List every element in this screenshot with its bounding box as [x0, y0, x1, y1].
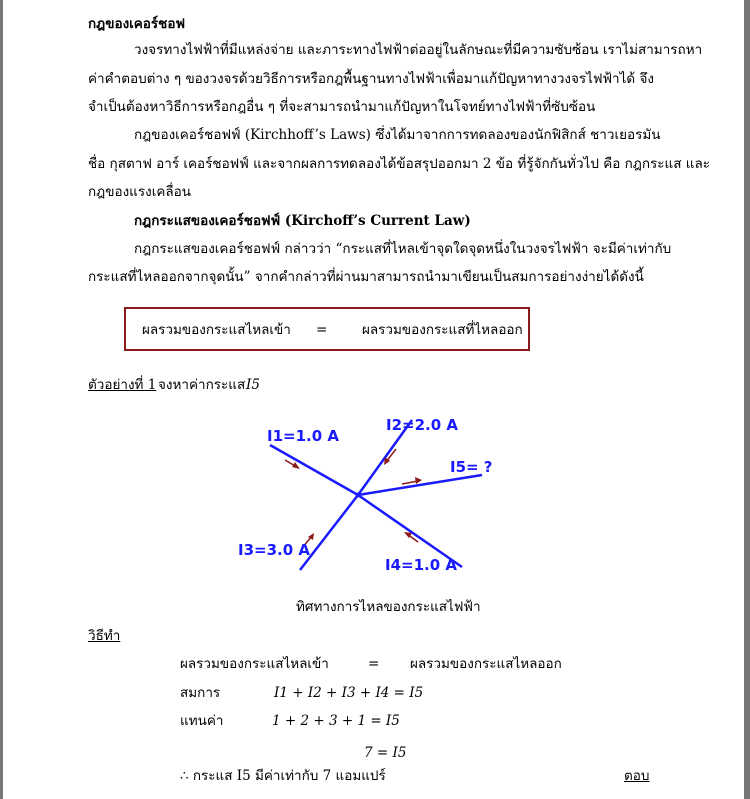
laws-line-2: ชื่อ กุสตาฟ อาร์ เคอร์ชอฟฟ์ และจากผลการทดลองได้ข้อสรุปออกมา 2 ข้อ ที่รู้จักกันทั่วไป คือ กฎกระแส และ	[88, 156, 710, 172]
junction-node	[356, 493, 361, 498]
intro-line-2: ค่าคำตอบต่าง ๆ ของวงจรด้วยวิธีการหรือกฎพื้นฐานทางไฟฟ้าเพื่อมาแก้ปัญหาทางวงจรไฟฟ้าได้ จึง	[88, 71, 654, 87]
solution-row2-expression: I1 + I2 + I3 + I4 = I5	[274, 685, 424, 701]
arrow-i5-icon	[402, 477, 422, 484]
kcl-line-1: กฎกระแสของเคอร์ชอฟฟ์ กล่าวว่า “กระแสที่ไหลเข้าจุดใดจุดหนึ่งในวงจรไฟฟ้า จะมีค่าเท่ากับ	[134, 241, 672, 257]
laws-line-1: กฎของเคอร์ชอฟฟ์ (Kirchhoff’s Laws) ซึ่งได้มาจากการทดลองของนักฟิสิกส์ ชาวเยอรมัน	[134, 127, 661, 143]
label-i2: I2=2.0 A	[386, 416, 458, 434]
example-text: จงหาค่ากระแส	[158, 377, 246, 393]
label-i3: I3=3.0 A	[238, 541, 310, 559]
solution-row2-label: สมการ	[180, 685, 221, 701]
wire-i1	[270, 445, 358, 495]
laws-line-3: กฎของแรงเคลื่อน	[88, 184, 191, 200]
label-i4: I4=1.0 A	[385, 556, 457, 574]
answer-label: ตอบ	[624, 768, 650, 784]
solution-row3-expression: 1 + 2 + 3 + 1 = I5	[272, 713, 400, 729]
formula-equals: =	[316, 322, 328, 338]
label-i1: I1=1.0 A	[267, 427, 339, 445]
solution-row1-right: ผลรวมของกระแสไหลออก	[410, 656, 562, 672]
current-junction-diagram	[238, 405, 510, 590]
example-label: ตัวอย่างที่ 1	[88, 377, 157, 393]
kcl-line-2: กระแสที่ไหลออกจากจุดนั้น” จากคำกล่าวที่ผ่านมาสามารถนำมาเขียนเป็นสมการอย่างง่ายได้ดังนี้	[88, 269, 644, 285]
kcl-title: กฎกระแสของเคอร์ชอฟฟ์ (Kirchoff’s Current Law)	[134, 213, 471, 229]
solution-row1-left: ผลรวมของกระแสไหลเข้า	[180, 656, 329, 672]
solution-conclusion: ∴ กระแส I5 มีค่าเท่ากับ 7 แอมแปร์	[180, 768, 386, 784]
solution-row3-label: แทนค่า	[180, 713, 224, 729]
wire-i5	[358, 475, 482, 495]
page-heading: กฎของเคอร์ชอฟ	[88, 16, 185, 32]
formula-left: ผลรวมของกระแสไหลเข้า	[142, 322, 291, 338]
solution-label: วิธีทำ	[88, 628, 121, 644]
diagram-caption: ทิศทางการไหลของกระแสไฟฟ้า	[296, 599, 481, 615]
arrow-i4-icon	[404, 532, 418, 542]
intro-line-3: จำเป็นต้องหาวิธีการหรือกฎอื่น ๆ ที่จะสามารถนำมาแก้ปัญหาในโจทย์ทางไฟฟ้าที่ซับซ้อน	[88, 99, 596, 115]
solution-row1-equals: =	[368, 656, 380, 672]
example-variable: I5	[246, 377, 260, 393]
solution-row4-expression: 7 = I5	[364, 745, 407, 761]
formula-right: ผลรวมของกระแสที่ไหลออก	[362, 322, 523, 338]
window-border-left	[0, 0, 3, 799]
intro-line-1: วงจรทางไฟฟ้าที่มีแหล่งจ่าย และภาระทางไฟฟ้าต่ออยู่ในลักษณะที่มีความซับซ้อน เราไม่สามารถหา	[134, 42, 703, 58]
label-i5: I5= ?	[450, 458, 493, 476]
window-border-right	[744, 0, 750, 799]
